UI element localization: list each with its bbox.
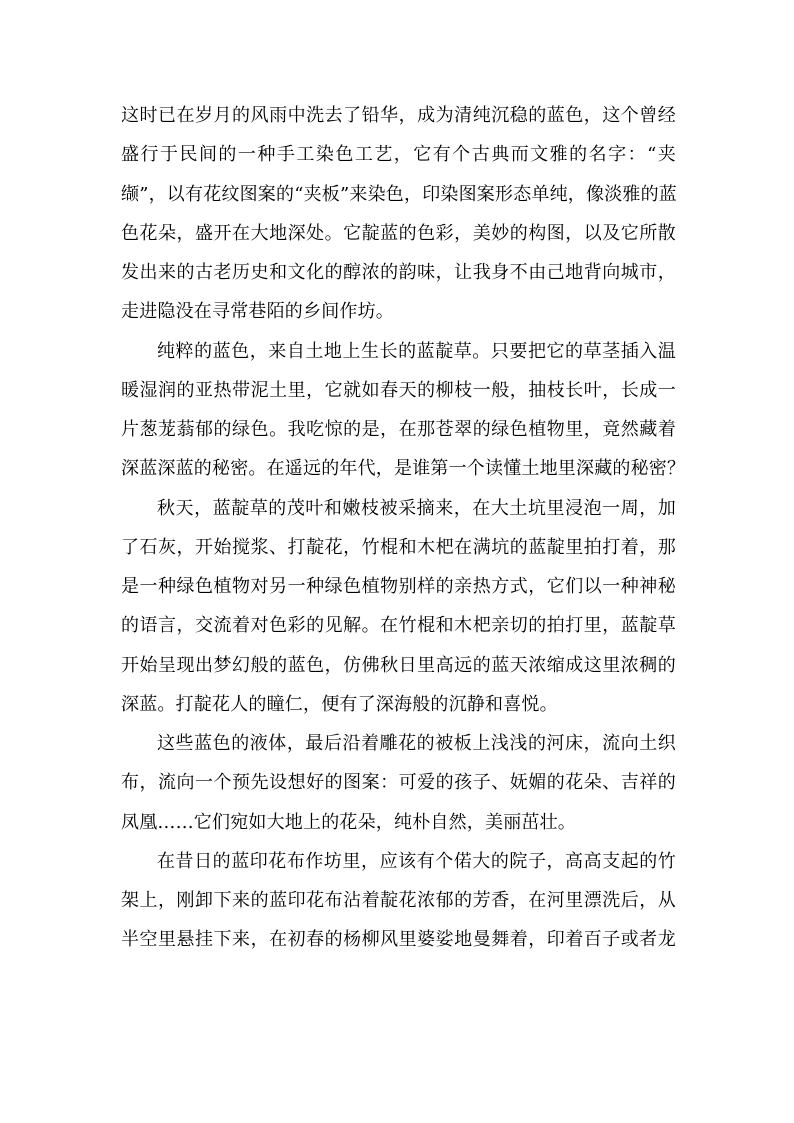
paragraph-1	[121, 96, 676, 332]
paragraph-2	[121, 332, 686, 489]
text-line: 暖湿润的亚热带泥土里，它就如春天的柳枝一般，抽枝长叶，长成一	[121, 379, 676, 401]
text-line: 半空里悬挂下来，在初春的杨柳风里婆娑地曼舞着，印着百子或者龙	[121, 929, 676, 951]
document-body	[121, 96, 686, 960]
text-line: 这时已在岁月的风雨中洗去了铅华，成为清纯沉稳的蓝色，这个曾经	[121, 105, 676, 126]
text-line: 盛行于民间的一种手工染色工艺，它有个古典而文雅的名字：“夹	[121, 144, 676, 166]
text-line: 走进隐没在寻常巷陌的乡间作坊。	[121, 301, 394, 323]
text-line: 这些蓝色的液体，最后沿着雕花的被板上浅浅的河床，流向土织	[157, 733, 676, 754]
text-line: 布，流向一个预先设想好的图案：可爱的孩子、妩媚的花朵、吉祥的	[121, 772, 676, 794]
paragraph-5	[121, 842, 676, 960]
text-line: 架上，刚卸下来的蓝印花布沾着靛花浓郁的芳香，在河里漂洗后，从	[121, 890, 676, 911]
text-line: 深蓝深蓝的秘密。在遥远的年代，是谁第一个读懂土地里深藏的秘密？	[121, 458, 686, 480]
text-line: 秋天，蓝靛草的茂叶和嫩枝被采摘来，在大土坑里浸泡一周，加	[157, 497, 676, 519]
text-line: 发出来的古老历史和文化的醇浓的韵味，让我身不由己地背向城市，	[121, 262, 676, 283]
paragraph-4	[121, 724, 676, 842]
text-line: 开始呈现出梦幻般的蓝色，仿佛秋日里高远的蓝天浓缩成这里浓稠的	[121, 654, 676, 676]
text-line: 了石灰，开始搅浆、打靛花，竹棍和木杷在满坑的蓝靛里拍打着，那	[121, 536, 676, 558]
text-line: 深蓝。打靛花人的瞳仁，便有了深海般的沉静和喜悦。	[121, 693, 558, 715]
text-line: 片葱茏蓊郁的绿色。我吃惊的是，在那苍翠的绿色植物里，竟然藏着	[121, 419, 676, 440]
text-line: 是一种绿色植物对另一种绿色植物别样的亲热方式，它们以一种神秘	[121, 576, 676, 597]
text-line: 缬”，以有花纹图案的“夹板”来染色，印染图案形态单纯，像淡雅的蓝	[121, 183, 678, 205]
paragraph-3	[121, 489, 676, 725]
text-line: 在昔日的蓝印花布作坊里，应该有个偌大的院子，高高支起的竹	[157, 850, 676, 872]
text-line: 纯粹的蓝色，来自土地上生长的蓝靛草。只要把它的草茎插入温	[157, 340, 676, 362]
text-line: 色花朵，盛开在大地深处。它靛蓝的色彩，美妙的构图，以及它所散	[121, 222, 676, 244]
text-line: 的语言，交流着对色彩的见解。在竹棍和木杷亲切的拍打里，蓝靛草	[121, 615, 676, 637]
text-line: 凤凰……它们宛如大地上的花朵，纯朴自然，美丽茁壮。	[121, 811, 576, 833]
